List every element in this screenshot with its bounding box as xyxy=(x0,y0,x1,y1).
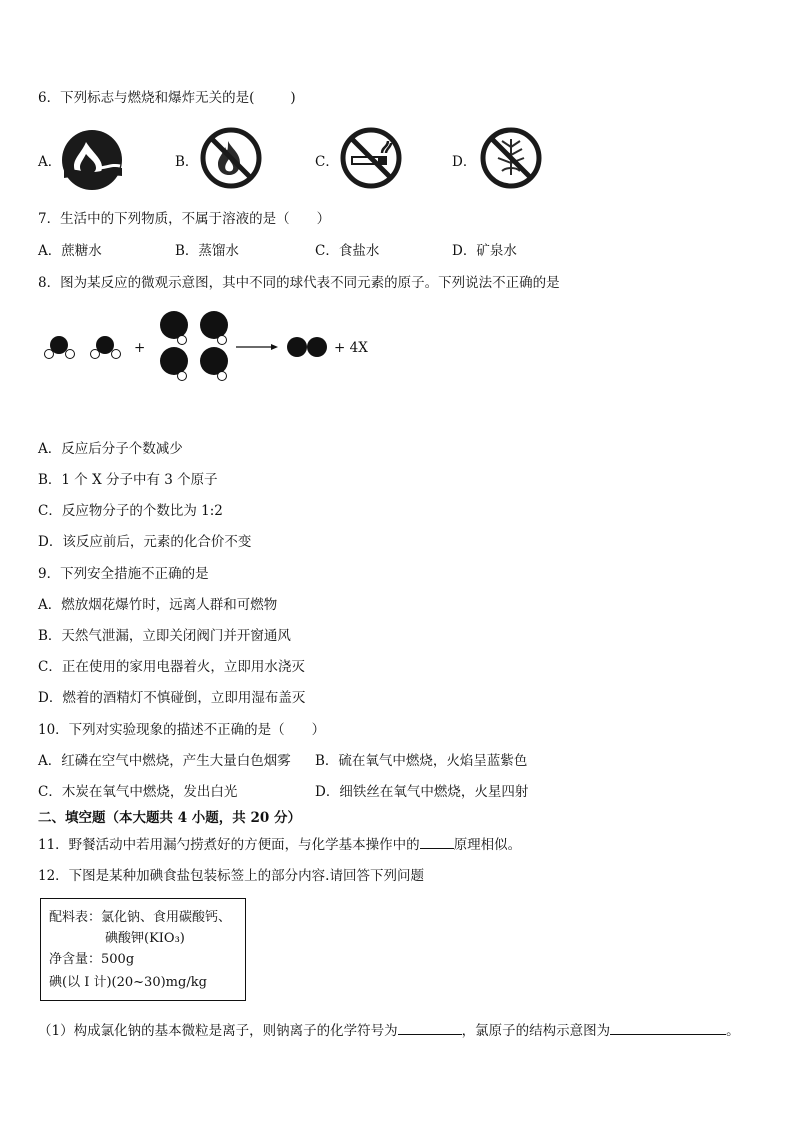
label-line-2: 碘酸钾(KIO₃) xyxy=(105,931,185,946)
q8-option-c: C．反应物分子的个数比为 1:2 xyxy=(38,503,223,519)
q12-sub1-text-b: ，氯原子的结构示意图为 xyxy=(461,1023,611,1039)
q7-option-a: A．蔗糖水 xyxy=(38,243,102,259)
q6-stem xyxy=(38,86,296,106)
molecule-4-small-atom xyxy=(218,336,227,345)
label-line-3: 净含量：500g xyxy=(49,952,135,967)
q12-stem: 12．下图是某种加碘食盐包装标签上的部分内容.请回答下列问题 xyxy=(38,868,424,884)
molecule-5-small-atom xyxy=(178,372,187,381)
q7-option-b: B．蒸馏水 xyxy=(175,243,239,259)
q6-option-b-label: B． xyxy=(175,154,199,170)
q8-stem: 8．图为某反应的微观示意图，其中不同的球代表不同元素的原子。下列说法不正确的是 xyxy=(38,275,560,291)
q11-text-before: 11．野餐活动中若用漏勺捞煮好的方便面，与化学基本操作中的 xyxy=(38,837,420,853)
molecule-4-big-atom xyxy=(200,311,228,339)
molecule-5-big-atom xyxy=(160,347,188,375)
q9-option-c: C．正在使用的家用电器着火，立即用水浇灭 xyxy=(38,659,305,675)
molecule-6-small-atom xyxy=(218,372,227,381)
molecule-1-small-atom-right xyxy=(66,350,75,359)
q6-paren-open: ( xyxy=(249,90,255,106)
q8-diagram-plus: + xyxy=(134,340,146,356)
salt-package-label xyxy=(40,898,246,1001)
q7-option-d: D．矿泉水 xyxy=(452,243,517,259)
q6-option-d-label: D． xyxy=(452,154,477,170)
q10-option-b: B．硫在氧气中燃烧，火焰呈蓝紫色 xyxy=(315,753,528,769)
q10-option-c: C．木炭在氧气中燃烧，发出白光 xyxy=(38,784,238,800)
q6-stem-text: 6．下列标志与燃烧和爆炸无关的是 xyxy=(38,90,250,106)
molecule-2-small-atom-right xyxy=(112,350,121,359)
q6-option-a-label: A． xyxy=(38,154,62,170)
q6-option-c-label: C． xyxy=(315,154,339,170)
q11-answer-blank[interactable] xyxy=(420,834,454,849)
no-smoking-icon xyxy=(338,125,404,191)
water-drop-icon xyxy=(60,128,124,192)
q10-option-a: A．红磷在空气中燃烧，产生大量白色烟雾 xyxy=(38,753,291,769)
q12-sub1 xyxy=(38,1019,740,1039)
molecule-1-small-atom-left xyxy=(45,350,54,359)
label-line-1: 配料表：氯化钠、食用碳酸钙、 xyxy=(49,910,232,925)
molecule-3-big-atom xyxy=(160,311,188,339)
q8-option-a: A．反应后分子个数减少 xyxy=(38,441,183,457)
q9-stem: 9．下列安全措施不正确的是 xyxy=(38,566,209,582)
q7-stem: 7．生活中的下列物质，不属于溶液的是（ ） xyxy=(38,211,331,227)
reaction-arrow-head xyxy=(271,344,278,350)
q12-sub1-text-c: 。 xyxy=(726,1023,740,1039)
no-fireworks-icon xyxy=(478,125,544,191)
q6-paren-close: ) xyxy=(290,90,296,106)
q8-option-d: D．该反应前后，元素的化合价不变 xyxy=(38,534,252,550)
q9-option-a: A．燃放烟花爆竹时，远离人群和可燃物 xyxy=(38,597,278,613)
product-atom-left xyxy=(287,337,307,357)
q10-stem: 10．下列对实验现象的描述不正确的是（ ） xyxy=(38,722,326,738)
q8-diagram-plus-4x: + 4X xyxy=(334,340,368,356)
q11-line xyxy=(38,833,521,853)
molecule-2-small-atom-left xyxy=(91,350,100,359)
section-title: 二、填空题（本大题共 4 小题，共 20 分） xyxy=(38,810,301,826)
q11-text-after: 原理相似。 xyxy=(453,837,522,853)
chlorine-structure-answer-blank[interactable] xyxy=(610,1020,726,1035)
molecule-6-big-atom xyxy=(200,347,228,375)
q8-option-b: B．1 个 X 分子中有 3 个原子 xyxy=(38,472,218,488)
q9-option-d: D．燃着的酒精灯不慎碰倒，立即用湿布盖灭 xyxy=(38,690,306,706)
q9-option-b: B．天然气泄漏，立即关闭阀门并开窗通风 xyxy=(38,628,291,644)
molecule-3-small-atom xyxy=(178,336,187,345)
label-line-4: 碘(以 I 计)(20~30)mg/kg xyxy=(49,975,207,990)
q10-option-d: D．细铁丝在氧气中燃烧，火星四射 xyxy=(315,784,529,800)
q7-option-c: C．食盐水 xyxy=(315,243,380,259)
product-atom-right xyxy=(307,337,327,357)
sodium-ion-answer-blank[interactable] xyxy=(398,1020,462,1035)
q12-sub1-text-a: （1）构成氯化钠的基本微粒是离子，则钠离子的化学符号为 xyxy=(38,1023,398,1039)
no-fire-icon xyxy=(198,125,264,191)
